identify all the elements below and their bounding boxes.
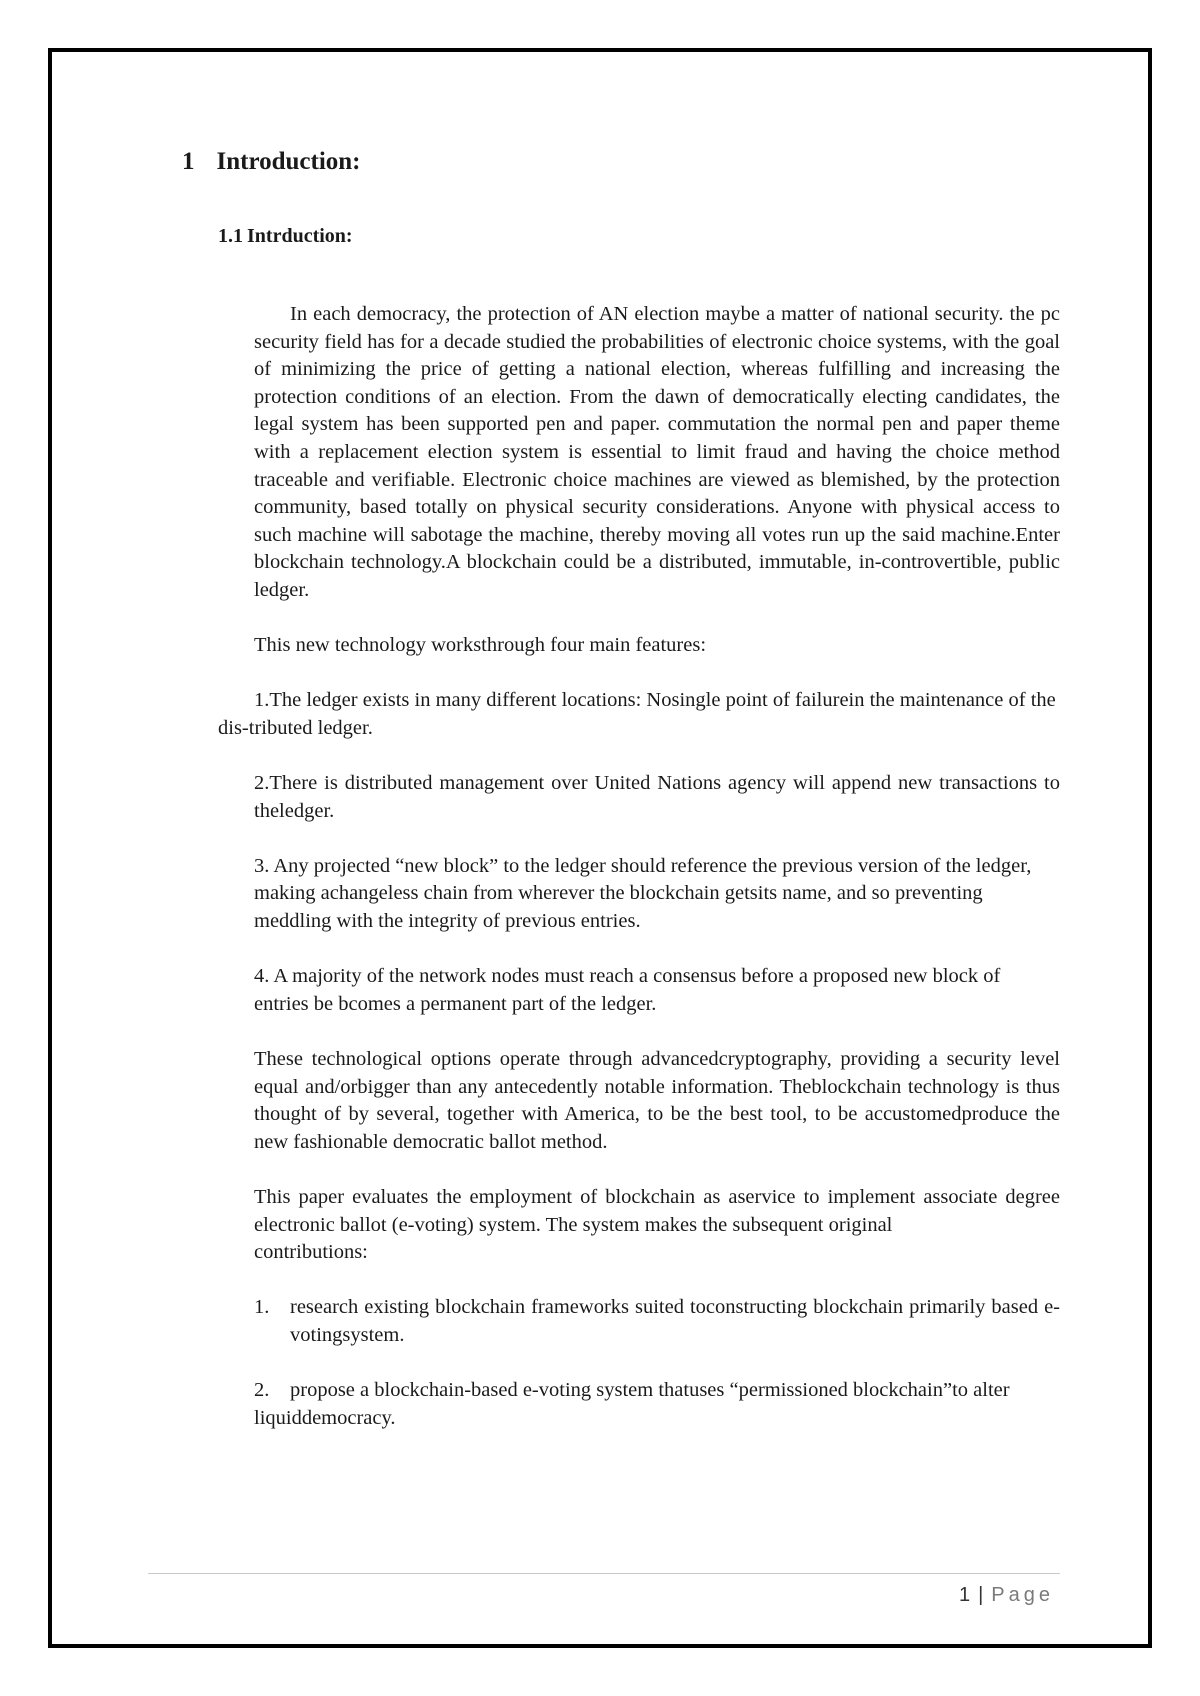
contribution-item [254,1294,1060,1349]
subsection-heading [218,225,353,248]
feature-3: 3. Any projected “new block” to the ledger should reference the previous version of the ledger, making achangeless chain from wherever the blockchain getsits name, and so preventing meddling with the integrity of previous entries. [254,854,1032,933]
intro-paragraph: In each democracy, the protection of AN election maybe a matter of national security. the pc security field has for a decade studied the probabilities of electronic choice systems, with the goal of minimizing the price of getting a national election, whereas fulfilling and increasing the protection conditions of an election. From the dawn of democratically electing candidates, the legal system has been supported pen and paper. commutation the normal pen and paper theme with a replacement election system is essential to limit fraud and having the choice method traceable and verifiable. Electronic choice machines are viewed as blemished, by the protection community, based totally on physical security considerations. Anyone with physical access to such machine will sabotage the machine, thereby moving all votes run up the said machine.Enter blockchain technology.A blockchain could be a distributed, immutable, in-controvertible, public ledger. [254,303,1060,601]
technology-paragraph: These technological options operate through advancedcryptography, providing a security level equal and/orbigger than any antecedently notable information. Theblockchain technology is thus thought of by several, together with America, to be the best tool, to be accustomedproduce the new fashionable democratic ballot method. [254,1048,1060,1153]
evaluation-paragraph [254,1184,1060,1267]
body-text [218,301,1060,1460]
evaluation-text: This paper evaluates the employment of blockchain as aservice to implement associate degree electronic ballot (e-voting) system. The system makes the subsequent original [254,1186,1060,1236]
section-number: 1 [182,148,195,175]
contributions-label: contributions: [254,1241,368,1264]
features-intro: This new technology worksthrough four main features: [254,634,707,657]
subsection-title: Intrduction: [247,225,353,247]
contribution-number: 1. [254,1296,270,1319]
contribution-number: 2. [254,1379,270,1402]
footer-separator: | [978,1584,984,1606]
page-number: 1 [958,1584,971,1606]
feature-2: 2.There is distributed management over United Nations agency will append new transactions to theledger. [254,772,1060,822]
section-title: Introduction: [216,148,361,175]
contribution-text: propose a blockchain-based e-voting system thatuses “permissioned blockchain”to alter liquiddemocracy. [254,1379,1010,1429]
page-footer [959,1584,1054,1607]
footer-rule [148,1573,1060,1574]
contribution-text: research existing blockchain frameworks suited toconstructing blockchain primarily based e-votingsystem. [290,1296,1060,1346]
feature-4: 4. A majority of the network nodes must reach a consensus before a proposed new block of entries be bcomes a permanent part of the ledger. [254,965,1001,1015]
contribution-item [254,1377,1060,1432]
subsection-number: 1.1 [218,225,243,247]
section-heading [182,148,361,176]
feature-1: 1.The ledger exists in many different locations: Nosingle point of failurein the maintenance of the dis-tributed ledger. [218,689,1056,739]
page-label: Page [991,1584,1054,1606]
